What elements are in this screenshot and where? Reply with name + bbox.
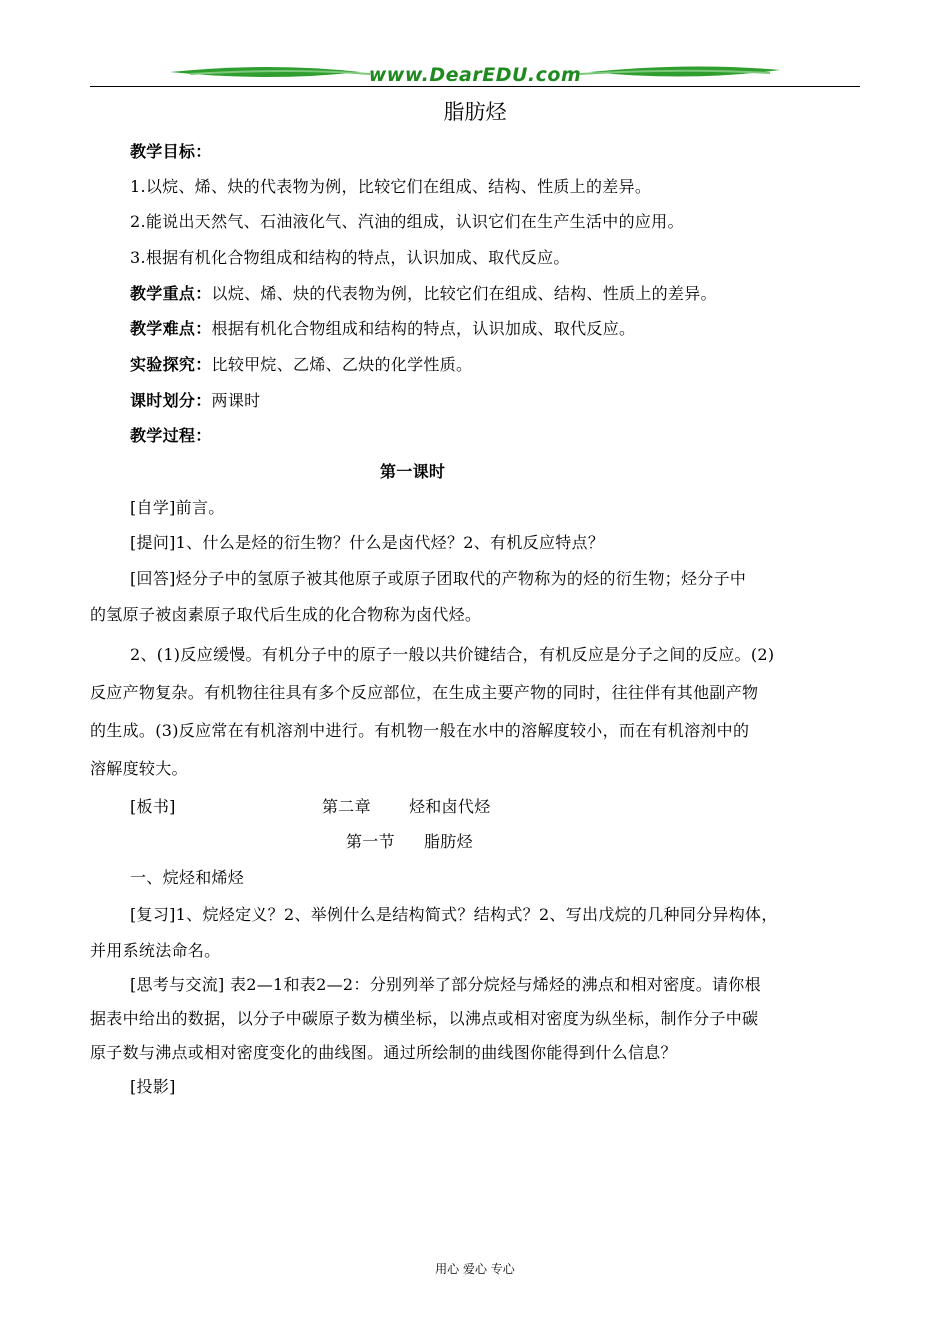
feature-line-3: 的生成。(3)反应常在有机溶剂中进行。有机物一般在水中的溶解度较小，而在有机溶剂中的 [90, 721, 750, 740]
section-title: 脂肪烃 [424, 832, 473, 851]
key-point-label: 教学重点： [130, 284, 212, 303]
document-title: 脂肪烃 [443, 100, 507, 124]
subsection-heading: 一、烷烃和烯烃 [130, 868, 245, 887]
page-footer: 用心 爱心 专心 [435, 1262, 515, 1276]
discussion-line-3: 原子数与沸点或相对密度变化的曲线图。通过所绘制的曲线图你能得到什么信息？ [90, 1043, 677, 1062]
objective-1: 1.以烷、烯、炔的代表物为例，比较它们在组成、结构、性质上的差异。 [130, 177, 652, 196]
board-tag: [板书] [130, 797, 176, 816]
site-logo-text: www.DearEDU.com [368, 64, 582, 86]
feature-line-4: 溶解度较大。 [90, 759, 188, 778]
feature-line-1: 2、(1)反应缓慢。有机分子中的原子一般以共价键结合，有机反应是分子之间的反应。(2) [130, 645, 775, 664]
experiment-text: 比较甲烷、乙烯、乙炔的化学性质。 [211, 355, 473, 374]
difficulty-text: 根据有机化合物组成和结构的特点，认识加成、取代反应。 [211, 319, 636, 338]
key-point [130, 283, 717, 305]
question-line: [提问]1、什么是烃的衍生物？什么是卤代烃？2、有机反应特点？ [130, 533, 605, 552]
discussion-line-2: 据表中给出的数据，以分子中碳原子数为横坐标，以沸点或相对密度为纵坐标，制作分子中碳 [90, 1009, 759, 1028]
key-point-text: 以烷、烯、炔的代表物为例，比较它们在组成、结构、性质上的差异。 [211, 284, 717, 303]
feature-line-2: 反应产物复杂。有机物往往具有多个反应部位，在生成主要产物的同时，往往伴有其他副产物 [90, 683, 759, 702]
projection-line: [投影] [130, 1077, 176, 1096]
lesson-one-heading: 第一课时 [380, 462, 446, 481]
experiment-label: 实验探究： [130, 355, 212, 374]
experiment [130, 354, 472, 376]
class-hours-label: 课时划分： [130, 391, 212, 410]
difficulty [130, 318, 635, 340]
review-line-2: 并用系统法命名。 [90, 941, 221, 960]
class-hours [130, 390, 260, 412]
objectives-heading: 教学目标： [130, 142, 212, 161]
class-hours-text: 两课时 [211, 391, 261, 410]
discussion-line-1: [思考与交流] 表2—1和表2—2：分别列举了部分烷烃与烯烃的沸点和相对密度。请你根 [130, 975, 761, 994]
answer-line-1: [回答]烃分子中的氢原子被其他原子或原子团取代的产物称为的烃的衍生物；烃分子中 [130, 569, 747, 588]
chapter-number: 第二章 [322, 797, 371, 816]
objective-3: 3.根据有机化合物组成和结构的特点，认识加成、取代反应。 [130, 248, 570, 267]
review-line-1: [复习]1、烷烃定义？2、举例什么是结构简式？结构式？2、写出戊烷的几种同分异构体， [130, 905, 778, 924]
objective-2: 2.能说出天然气、石油液化气、汽油的组成，认识它们在生产生活中的应用。 [130, 212, 684, 231]
self-study-line: [自学]前言。 [130, 498, 225, 517]
process-heading: 教学过程： [130, 426, 212, 445]
section-number: 第一节 [346, 832, 395, 851]
answer-line-2: 的氢原子被卤素原子取代后生成的化合物称为卤代烃。 [90, 605, 482, 624]
chapter-title: 烃和卤代烃 [409, 797, 491, 816]
difficulty-label: 教学难点： [130, 319, 212, 338]
header-rule [90, 86, 860, 87]
